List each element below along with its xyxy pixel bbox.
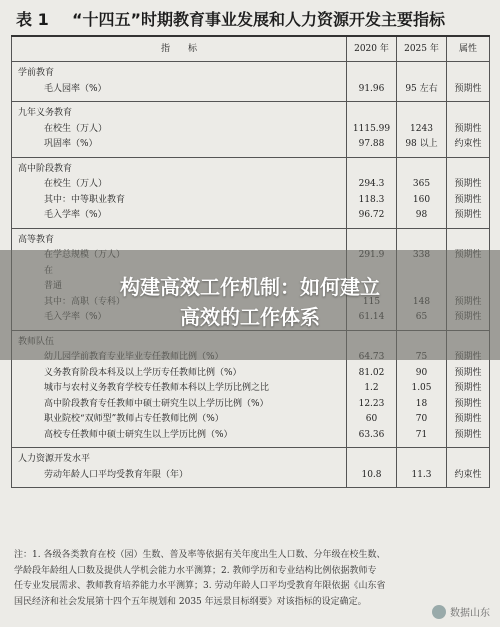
table-title [16, 7, 486, 31]
wechat-icon [432, 605, 446, 619]
attr-cell: 预期性 [447, 122, 490, 138]
table-header-row [12, 36, 490, 62]
note-line: 任专业发展需求、教师教育培养能力水平测算；3. 劳动年龄人口平均受教育年限依据《山东省 [14, 581, 386, 591]
section-name: 高等教育 [18, 234, 55, 245]
row-label: 在校生（万人） [44, 123, 108, 134]
row-label: 毛人园率（%） [44, 83, 107, 94]
value-2025: 71 [397, 428, 447, 448]
value-2025: 11.3 [397, 468, 447, 488]
value-2025: 160 [397, 193, 447, 209]
value-2020: 81.02 [347, 366, 397, 382]
table-row [12, 381, 490, 397]
attr-cell: 约束性 [447, 468, 490, 488]
row-label: 劳动年龄人口平均受教育年限（年） [44, 469, 189, 480]
section-name: 学前教育 [18, 68, 55, 78]
value-2020: 1115.99 [347, 122, 397, 138]
watermark [432, 604, 490, 619]
row-label: 毛入学率（%） [44, 210, 107, 220]
section-name: 人力资源开发水平 [18, 454, 91, 464]
header-attr: 属性 [447, 36, 490, 62]
attr-cell: 预期性 [447, 412, 490, 428]
row-label: 其中：中等职业教育 [44, 194, 126, 205]
table-row [12, 177, 490, 193]
value-2025: 90 [397, 366, 447, 382]
value-2020: 294.3 [347, 177, 397, 193]
header-2025: 2025 年 [397, 36, 447, 62]
section-header [12, 228, 490, 248]
value-2025: 95 左右 [397, 82, 447, 102]
table-row [12, 208, 490, 228]
table-number: 表 1 [16, 10, 49, 29]
section-header [12, 448, 490, 468]
value-2020: 60 [347, 412, 397, 428]
row-label: 城市与农村义务教育学校专任教师本科以上学历比例之比 [44, 383, 270, 393]
value-2020: 12.23 [347, 397, 397, 413]
value-2020: 91.96 [347, 82, 397, 102]
row-label: 巩固率（%） [44, 139, 98, 149]
attr-cell: 预期性 [447, 177, 490, 193]
value-2020: 1.2 [347, 381, 397, 397]
table-row [12, 137, 490, 157]
attr-cell: 预期性 [447, 397, 490, 413]
table-row [12, 193, 490, 209]
section-name: 高中阶段教育 [18, 163, 73, 174]
attr-cell: 约束性 [447, 137, 490, 157]
section-name: 九年义务教育 [18, 108, 73, 118]
table-row [12, 428, 490, 448]
table-row [12, 468, 490, 488]
overlay-banner-text [0, 272, 500, 332]
table-row [12, 397, 490, 413]
row-label: 职业院校“双师型”教师占专任教师比例（%） [44, 414, 224, 424]
value-2025: 1.05 [397, 381, 447, 397]
section-header [12, 157, 490, 177]
attr-cell: 预期性 [447, 381, 490, 397]
attr-cell: 预期性 [447, 193, 490, 209]
note-line: 国民经济和社会发展第十四个五年规划和 2035 年远景目标纲要》对该指标的设定确定。 [14, 596, 367, 607]
value-2020: 10.8 [347, 468, 397, 488]
table-row [12, 412, 490, 428]
header-2020: 2020 年 [347, 36, 397, 62]
attr-cell: 预期性 [447, 208, 490, 228]
value-2025: 18 [397, 397, 447, 413]
header-indicator: 指 标 [12, 36, 347, 62]
row-label: 高中阶段教育专任教师中硕士研究生以上学历比例（%） [44, 398, 269, 409]
row-label: 义务教育阶段本科及以上学历专任教师比例（%） [44, 367, 242, 378]
value-2025: 70 [397, 412, 447, 428]
value-2025: 98 以上 [397, 137, 447, 157]
table-row [12, 366, 490, 382]
value-2025: 1243 [397, 122, 447, 138]
value-2020: 96.72 [347, 208, 397, 228]
note-line: 学龄段年龄组人口数及提供人学机会能力水平测算；2. 教师学历和专业结构比例依据教师专 [14, 565, 377, 576]
attr-cell: 预期性 [447, 366, 490, 382]
attr-cell: 预期性 [447, 82, 490, 102]
section-header [12, 62, 490, 82]
note-line: 注：1. 各级各类教育在校（园）生数、普及率等依据有关年度出生人口数、分年级在校生数、 [14, 550, 386, 560]
value-2025: 365 [397, 177, 447, 193]
row-label: 在校生（万人） [44, 179, 108, 189]
attr-cell: 预期性 [447, 428, 490, 448]
row-label: 高校专任教师中硕士研究生以上学历比例（%） [44, 429, 233, 440]
value-2020: 63.36 [347, 428, 397, 448]
table-row [12, 82, 490, 102]
table-notes [14, 548, 490, 610]
banner-line-1: 构建高效工作机制：如何建立 [120, 275, 380, 299]
value-2020: 97.88 [347, 137, 397, 157]
table-title-text: “十四五”时期教育事业发展和人力资源开发主要指标 [72, 10, 446, 29]
value-2020: 118.3 [347, 193, 397, 209]
watermark-text: 数据山东 [450, 608, 490, 619]
value-2025: 98 [397, 208, 447, 228]
table-row [12, 122, 490, 138]
banner-line-2: 高效的工作体系 [180, 305, 320, 329]
section-header [12, 102, 490, 122]
